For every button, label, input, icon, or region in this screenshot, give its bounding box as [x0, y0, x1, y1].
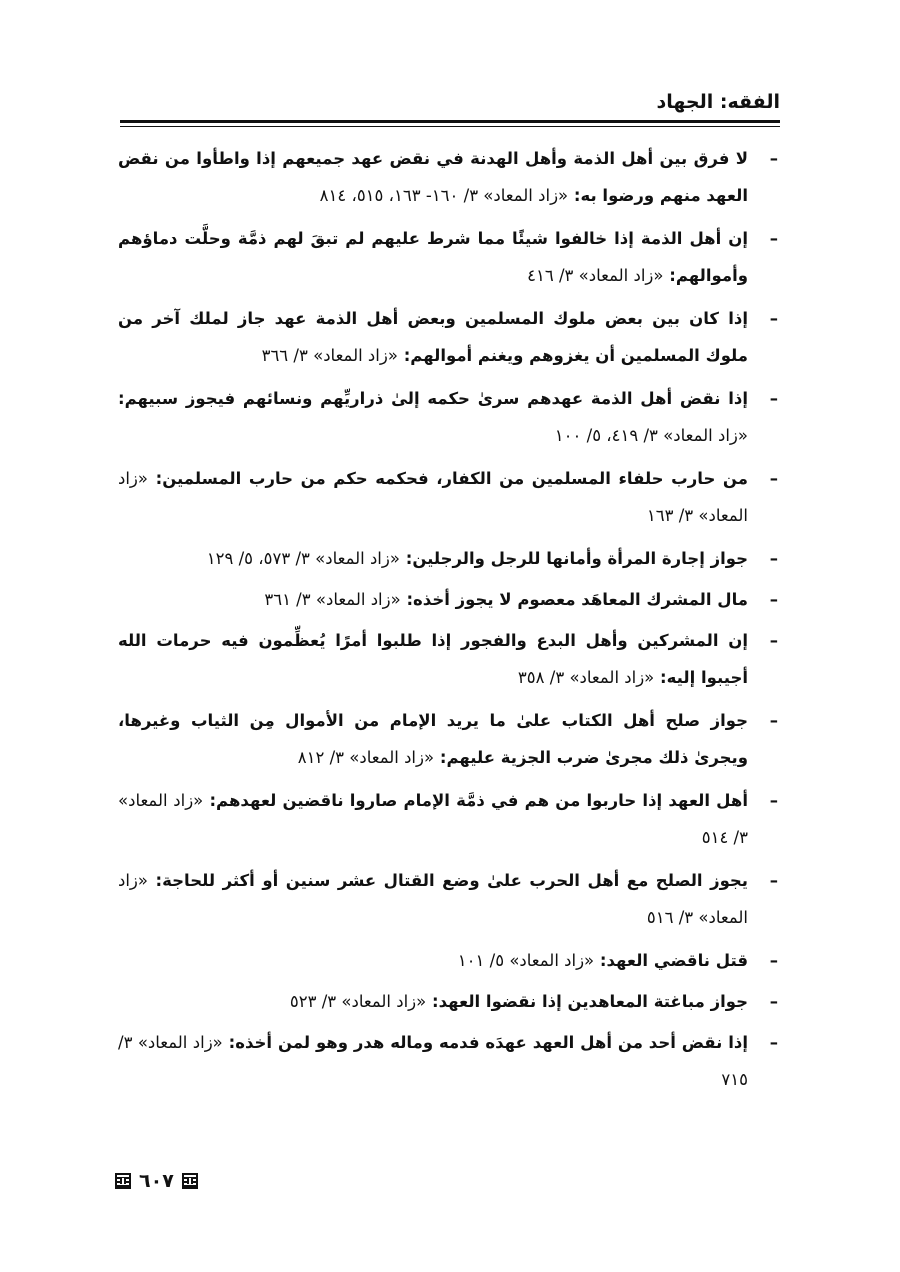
page-footer — [115, 1170, 198, 1192]
list-item — [118, 702, 780, 776]
bullet-dash: – — [769, 229, 778, 248]
entry-reference: «زاد المعاد» ٣/ ٥٧٣، ٥/ ١٢٩ — [206, 549, 400, 568]
bullet-dash: – — [769, 149, 778, 168]
list-item — [118, 622, 780, 696]
list-item — [118, 140, 780, 214]
entry-reference: «زاد المعاد» ٣/ ١٦٠- ١٦٣، ٥١٥، ٨١٤ — [319, 186, 569, 205]
bullet-dash: – — [769, 590, 778, 609]
entry-text: مال المشرك المعاهَد معصوم لا يجوز أخذه: — [406, 590, 748, 609]
entry-reference: «زاد المعاد» ٣/ ٧١٥ — [118, 1033, 748, 1089]
entry-reference: «زاد المعاد» ٥/ ١٠١ — [457, 951, 595, 970]
bullet-dash: – — [769, 791, 778, 810]
bullet-dash: – — [769, 871, 778, 890]
entry-text: قتل ناقضي العهد: — [599, 951, 748, 970]
entry-reference: «زاد المعاد» ٣/ ٣٦٦ — [261, 346, 398, 365]
list-item — [118, 460, 780, 534]
page-number: ٦٠٧ — [139, 1170, 174, 1192]
list-item — [118, 220, 780, 294]
entry-text: يجوز الصلح مع أهل الحرب علىٰ وضع القتال عشر سنين أو أكثر للحاجة: — [155, 871, 748, 890]
header-rule-thin — [120, 126, 780, 127]
list-item — [118, 380, 780, 454]
bullet-dash: – — [769, 992, 778, 1011]
list-item — [118, 540, 780, 577]
bullet-dash: – — [769, 631, 778, 650]
bullet-dash: – — [769, 309, 778, 328]
entry-text: أهل العهد إذا حاربوا من هم في ذمَّة الإمام صاروا ناقضين لعهدهم: — [209, 791, 748, 810]
list-item — [118, 782, 780, 856]
bullet-dash: – — [769, 711, 778, 730]
entry-text: جواز إجارة المرأة وأمانها للرجل والرجلين: — [405, 549, 748, 568]
running-header — [120, 88, 780, 127]
list-item — [118, 942, 780, 979]
entry-reference: «زاد المعاد» ٣/ ٥٢٣ — [289, 992, 427, 1011]
list-item — [118, 581, 780, 618]
list-item — [118, 1024, 780, 1098]
page-title: الفقه: الجهاد — [656, 91, 780, 113]
entry-text: من حارب حلفاء المسلمين من الكفار، فحكمه حكم من حارب المسلمين: — [155, 469, 748, 488]
entry-text: إذا كان بين بعض ملوك المسلمين وبعض أهل الذمة عهد جاز لملك آخر من ملوك المسلمين أن يغزوهم ويغنم أموالهم: — [118, 309, 748, 365]
entry-reference: «زاد المعاد» ٣/ ٤١٩، ٥/ ١٠٠ — [554, 426, 748, 445]
bullet-dash: – — [769, 389, 778, 408]
entry-text: لا فرق بين أهل الذمة وأهل الهدنة في نقض عهد جميعهم إذا واطأوا من نقض العهد منهم ورضوا به: — [118, 149, 748, 205]
entry-reference: «زاد المعاد» ٣/ ١٦٣ — [118, 469, 748, 525]
list-item — [118, 983, 780, 1020]
entry-reference: «زاد المعاد» ٣/ ٤١٦ — [527, 266, 664, 285]
entry-text: جواز صلح أهل الكتاب علىٰ ما يريد الإمام من الأموال مِن الثياب وغيرها، ويجرىٰ ذلك مجرىٰ ضرب الجزية عليهم: — [118, 711, 748, 767]
entry-reference: «زاد المعاد» ٣/ ٣٥٨ — [517, 668, 655, 687]
entry-text: إن المشركين وأهل البدع والفجور إذا طلبوا أمرًا يُعظِّمون فيه حرمات الله أجيبوا إليه: — [118, 631, 748, 687]
bullet-dash: – — [769, 1033, 778, 1052]
entry-text: إذا نقض أهل الذمة عهدهم سرىٰ حكمه إلىٰ ذراريِّهم ونسائهم فيجوز سبيهم: — [118, 389, 748, 408]
entry-text: إذا نقض أحد من أهل العهد عهدَه فدمه وماله هدر وهو لمن أخذه: — [228, 1033, 749, 1052]
entry-reference: «زاد المعاد» ٣/ ٥١٦ — [118, 871, 748, 927]
bullet-dash: – — [769, 469, 778, 488]
entry-text: جواز مباغتة المعاهدين إذا نقضوا العهد: — [431, 992, 748, 1011]
entry-reference: «زاد المعاد» ٣/ ٨١٢ — [297, 748, 435, 767]
bullet-dash: – — [769, 549, 778, 568]
bullet-dash: – — [769, 951, 778, 970]
ornament-right-icon — [182, 1173, 198, 1189]
entry-text: إن أهل الذمة إذا خالفوا شيئًا مما شرط عليهم لم تبقَ لهم ذمَّة وحلَّت دماؤهم وأموالهم: — [118, 229, 748, 285]
list-item — [118, 862, 780, 936]
entry-reference: «زاد المعاد» ٣/ ٥١٤ — [118, 791, 748, 847]
ornament-left-icon — [115, 1173, 131, 1189]
entry-list — [118, 140, 780, 1104]
list-item — [118, 300, 780, 374]
entry-reference: «زاد المعاد» ٣/ ٣٦١ — [264, 590, 401, 609]
header-rule-thick — [120, 120, 780, 123]
